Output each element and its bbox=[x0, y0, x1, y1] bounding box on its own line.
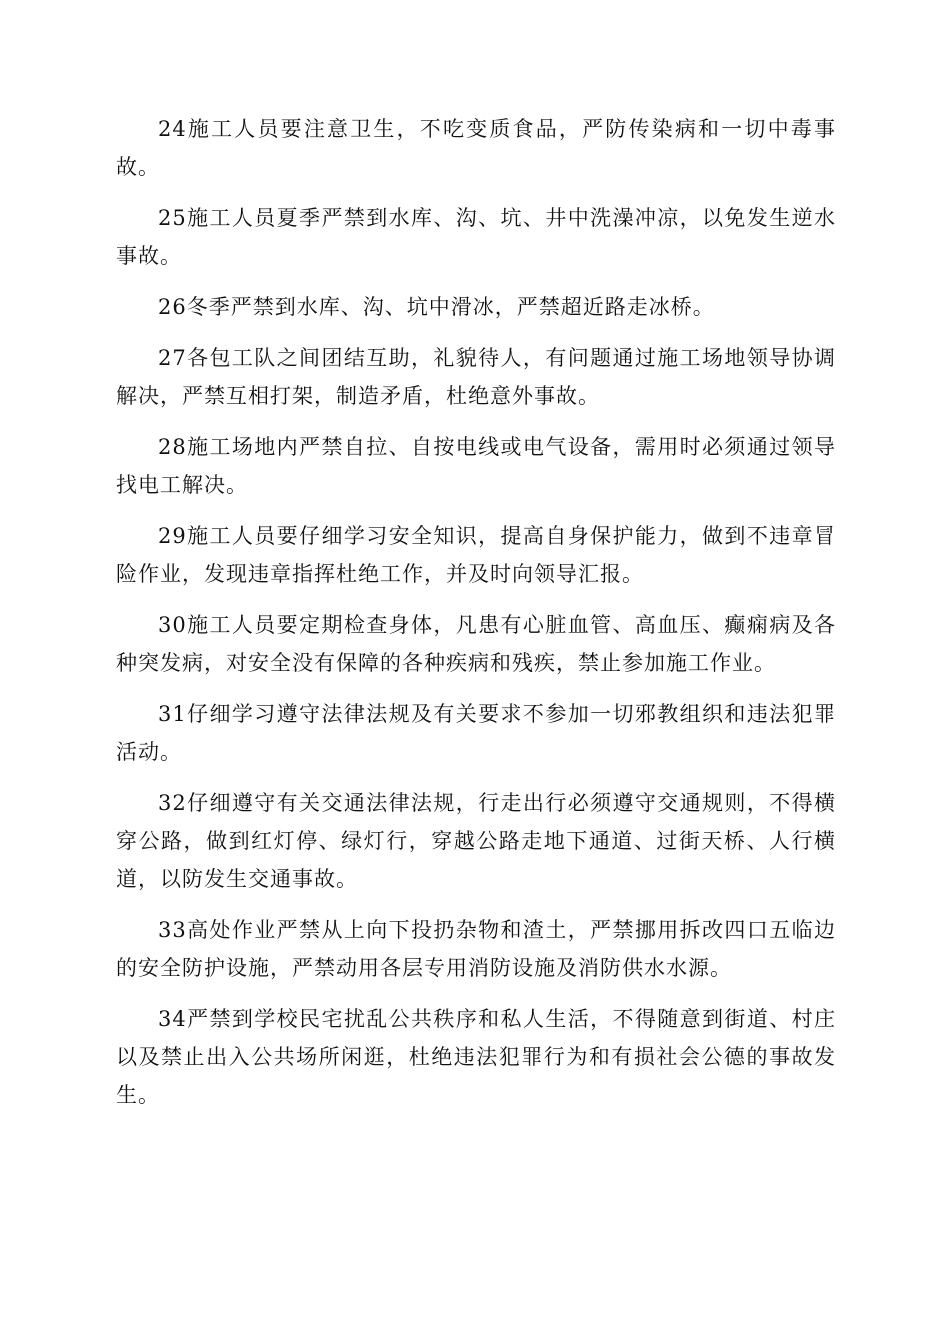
rule-paragraph-25: 25施工人员夏季严禁到水库、沟、坑、井中洗澡冲凉，以免发生逆水事故。 bbox=[116, 206, 836, 268]
rule-paragraph-34: 34严禁到学校民宅扰乱公共秩序和私人生活，不得随意到街道、村庄以及禁止出入公共场所闲逛，杜绝违法犯罪行为和有损社会公德的事故发生。 bbox=[116, 1007, 836, 1107]
rule-paragraph-29: 29施工人员要仔细学习安全知识，提高自身保护能力，做到不违章冒险作业，发现违章指挥杜绝工作，并及时向领导汇报。 bbox=[116, 524, 836, 586]
rule-paragraph-33: 33高处作业严禁从上向下投扔杂物和渣土，严禁挪用拆改四口五临边的安全防护设施，严禁动用各层专用消防设施及消防供水水源。 bbox=[116, 918, 836, 980]
rule-paragraph-32: 32仔细遵守有关交通法律法规，行走出行必须遵守交通规则，不得横穿公路，做到红灯停、绿灯行，穿越公路走地下通道、过街天桥、人行横道，以防发生交通事故。 bbox=[116, 791, 836, 891]
rule-paragraph-31: 31仔细学习遵守法律法规及有关要求不参加一切邪教组织和违法犯罪活动。 bbox=[116, 702, 836, 764]
document-page bbox=[116, 110, 836, 1127]
rule-paragraph-24: 24施工人员要注意卫生，不吃变质食品，严防传染病和一切中毒事故。 bbox=[116, 117, 836, 179]
rule-paragraph-27: 27各包工队之间团结互助，礼貌待人，有问题通过施工场地领导协调解决，严禁互相打架，制造矛盾，杜绝意外事故。 bbox=[116, 346, 836, 408]
rule-paragraph-26: 26冬季严禁到水库、沟、坑中滑冰，严禁超近路走冰桥。 bbox=[158, 295, 715, 319]
rule-paragraph-30: 30施工人员要定期检查身体，凡患有心脏血管、高血压、癫痫病及各种突发病，对安全没有保障的各种疾病和残疾，禁止参加施工作业。 bbox=[116, 613, 836, 675]
rule-paragraph-28: 28施工场地内严禁自拉、自按电线或电气设备，需用时必须通过领导找电工解决。 bbox=[116, 435, 836, 497]
